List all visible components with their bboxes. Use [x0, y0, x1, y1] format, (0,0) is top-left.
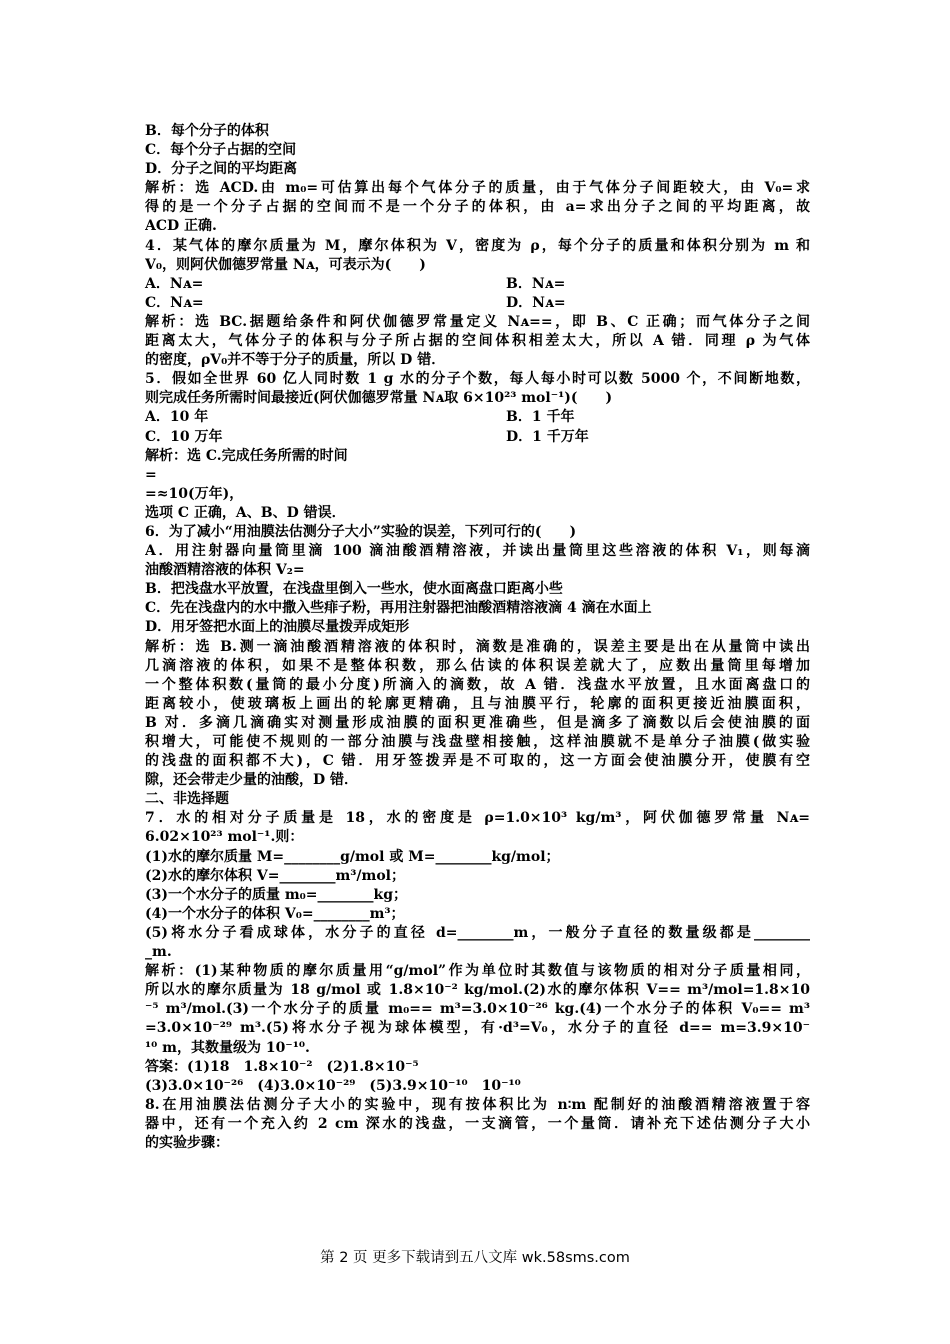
text-line: 6.02×10²³ mol⁻¹.则：: [145, 829, 304, 846]
text-line: 解析：选 B.测一滴油酸酒精溶液的体积时，滴数是准确的，误差主要是出在从量筒中读出: [145, 638, 810, 655]
text-line: 油酸酒精溶液的体积 V₂=: [145, 562, 305, 579]
text-line: D．用牙签把水面上的油膜尽量拨弄成矩形: [145, 619, 410, 636]
option-b: B．Nᴀ=: [506, 275, 566, 292]
text-line: 解析：选 ACD.由 m₀=可估算出每个气体分子的质量，由于气体分子间距较大，由 V₀=求: [145, 180, 810, 197]
text-line: B．每个分子的体积: [145, 123, 269, 139]
text-line: (5)将水分子看成球体，水分子的直径 d=________m，一般分子直径的数量级都是________: [145, 924, 810, 941]
text-line: C．每个分子占据的空间: [145, 142, 297, 159]
text-line: 的密度，ρV₀并不等于分子的质量，所以 D 错．: [145, 352, 446, 369]
text-line: 选项 C 正确，A、B、D 错误．: [145, 504, 346, 521]
answer-line: 答案：(1)18 1.8×10⁻² (2)1.8×10⁻⁵: [145, 1058, 419, 1075]
option-d: D．Nᴀ=: [506, 294, 566, 311]
text-line: =: [145, 466, 157, 483]
text-line: 解析：选 BC.据题给条件和阿伏伽德罗常量定义 Nᴀ==，即 B、C 正确；而气体分子之间: [145, 313, 810, 330]
text-line: 4．某气体的摩尔质量为 M，摩尔体积为 V，密度为 ρ，每个分子的质量和体积分别为 m 和: [145, 237, 810, 254]
option-c: C．Nᴀ=: [145, 294, 204, 311]
text-line: 解析：(1)某种物质的摩尔质量用“g/mol”作为单位时其数值与该物质的相对分子质量相同，: [145, 963, 810, 980]
text-line: V₀，则阿伏伽德罗常量 Nᴀ，可表示为( ): [145, 256, 426, 273]
option-row: [145, 294, 810, 313]
text-line: A．用注射器向量筒里滴 100 滴油酸酒精溶液，并读出量筒里这些溶液的体积 V₁，则每滴: [145, 543, 810, 560]
text-line: 几滴溶液的体积，如果不是整体积数，那么估读的体积误差就大了，应数出量筒里每增加: [145, 657, 810, 674]
text-line: 8.在用油膜法估测分子大小的实验中，现有按体积比为 n∶m 配制好的油酸酒精溶液置于容: [145, 1096, 810, 1113]
text-line: (4)一个水分子的体积 V₀=________m³；: [145, 905, 405, 922]
text-line: 隙，还会带走少量的油酸，D 错．: [145, 772, 359, 789]
text-line: C．先在浅盘内的水中撒入些痱子粉，再用注射器把油酸酒精溶液滴 4 滴在水面上: [145, 600, 652, 617]
text-line: 距离太大，气体分子的体积与分子所占据的空间体积相差太大，所以 A 错．同理 ρ 为气体: [145, 333, 810, 350]
text-line: 7．水的相对分子质量是 18，水的密度是 ρ=1.0×10³ kg/m³，阿伏伽德罗常量 Nᴀ=: [145, 810, 810, 827]
text-line: =3.0×10⁻²⁹ m³.(5)将水分子视为球体模型，有·d³=V₀，水分子的直径 d== m=3.9×10⁻: [145, 1020, 810, 1037]
page-footer: 第 2 页 更多下载请到五八文库 wk.58sms.com: [320, 1250, 630, 1266]
text-line: B．把浅盘水平放置，在浅盘里倒入一些水，使水面离盘口距离小些: [145, 581, 563, 598]
text-line: 解析：选 C.完成任务所需的时间: [145, 447, 348, 464]
option-b: B．1 千年: [506, 409, 575, 426]
section-heading: 二、非选择题: [145, 791, 229, 808]
text-line: 的实验步骤：: [145, 1134, 229, 1151]
text-line: 一个整体积数(量筒的最小分度)所滴入的滴数，故 A 错．浅盘水平放置，且水面离盘口的: [145, 676, 810, 693]
text-line: B 对．多滴几滴确实对测量形成油膜的面积更准确些，但是滴多了滴数以后会使油膜的面: [145, 714, 810, 731]
text-line: 所以水的摩尔质量为 18 g/mol 或 1.8×10⁻² kg/mol.(2)水的摩尔体积 V== m³/mol=1.8×10: [145, 982, 810, 999]
option-a: A．Nᴀ=: [145, 275, 204, 292]
text-line: (3)一个水分子的质量 m₀=________kg；: [145, 886, 408, 903]
option-row: [145, 428, 810, 447]
text-line: 积增大，可能使不规则的一部分油膜与浅盘壁相接触，这样油膜就不是单分子油膜(做实验: [145, 734, 810, 750]
answer-line: (3)3.0×10⁻²⁶ (4)3.0×10⁻²⁹ (5)3.9×10⁻¹⁰ 10⁻¹⁰: [145, 1077, 521, 1094]
text-line: 则完成任务所需时间最接近(阿伏伽德罗常量 Nᴀ取 6×10²³ mol⁻¹)( ): [145, 390, 613, 407]
text-line: (1)水的摩尔质量 M=________g/mol 或 M=________kg/mol；: [145, 848, 560, 865]
text-line: 6．为了减小“用油膜法估测分子大小”实验的误差，下列可行的( ): [145, 523, 577, 540]
text-line: 器中，还有一个充入约 2 cm 深水的浅盘，一支滴管，一个量筒．请补充下述估测分子大小: [145, 1115, 810, 1132]
text-line: ¹⁰ m，其数量级为 10⁻¹⁰.: [145, 1039, 310, 1056]
text-line: _m.: [145, 944, 172, 961]
option-c: C．10 万年: [145, 428, 223, 445]
text-line: ⁻⁵ m³/mol.(3)一个水分子的质量 m₀== m³=3.0×10⁻²⁶ kg.(4)一个水分子的体积 V₀== m³: [145, 1001, 810, 1018]
text-line: D．分子之间的平均距离: [145, 161, 298, 178]
text-line: 5．假如全世界 60 亿人同时数 1 g 水的分子个数，每人每小时可以数 5000 个，不间断地数，: [145, 371, 810, 388]
text-line: 距离较小，使玻璃板上画出的轮廓更精确，且与油膜平行，轮廓的面积更接近油膜面积，: [145, 695, 810, 712]
page-content: [145, 122, 810, 1153]
text-line: 得的是一个分子占据的空间而不是一个分子的体积，由 a=求出分子之间的平均距离，故: [145, 199, 810, 216]
option-row: [145, 408, 810, 427]
text-line: (2)水的摩尔体积 V=________m³/mol；: [145, 867, 405, 884]
text-line: ACD 正确.: [145, 218, 217, 235]
text-line: 的浅盘的面积都不大)，C 错．用牙签拨弄是不可取的，这一方面会使油膜分开，使膜有空: [145, 753, 810, 770]
option-a: A．10 年: [145, 409, 209, 426]
option-d: D．1 千万年: [506, 428, 589, 445]
option-row: [145, 275, 810, 294]
text-line: =≈10(万年)，: [145, 485, 244, 502]
